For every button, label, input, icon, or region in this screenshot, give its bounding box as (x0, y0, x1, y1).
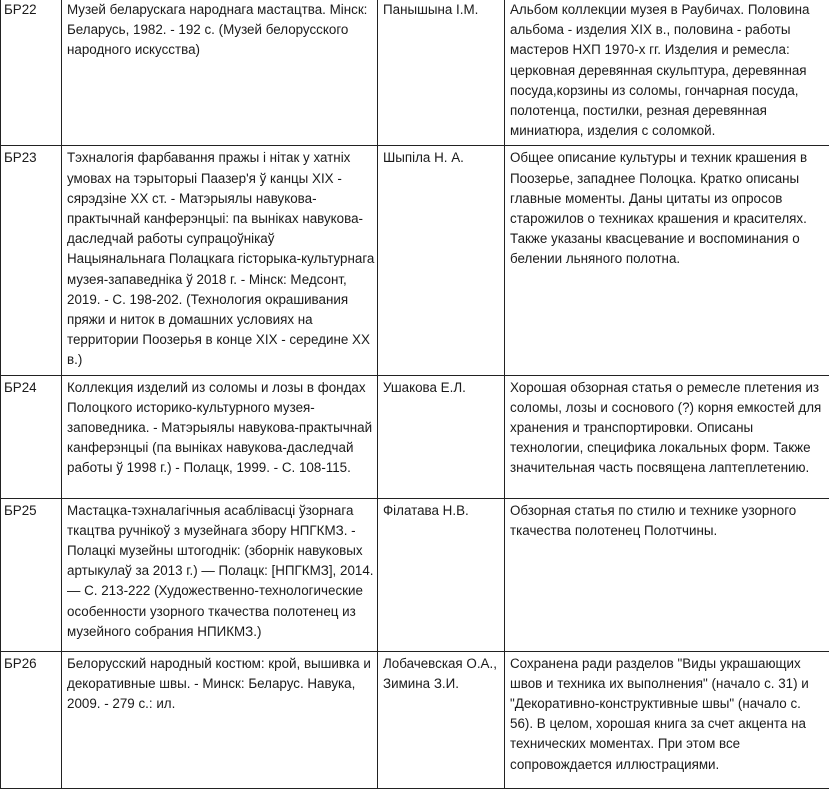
table-row (1, 0, 829, 146)
entry-code: БР22 (1, 0, 62, 146)
entry-code: БР26 (1, 651, 62, 788)
table-row (1, 375, 829, 498)
entry-description: Общее описание культуры и техник крашения в Поозерье, западнее Полоцка. Кратко описаны главные моменты. Даны цитаты из опросов старожилов о техниках крашения и красителях. Также указаны квасцевание и воспоминания о белении льняного полотна. (505, 146, 829, 375)
entry-description: Обзорная статья по стилю и технике узорного ткачества полотенец Полотчины. (505, 498, 829, 651)
entry-description: Альбом коллекции музея в Раубичах. Половина альбома - изделия XIX в., половина - работы мастеров НХП 1970-х гг. Изделия и ремесла: церковная деревянная скульптура, деревянная посуда,корзины из соломы, гончарная посуда, полотенца, постилки, резная деревянная миниатюра, изделия с соломкой. (505, 0, 829, 146)
entry-author: Філатава Н.В. (378, 498, 505, 651)
entry-code: БР24 (1, 375, 62, 498)
entry-code: БР25 (1, 498, 62, 651)
entry-title: Белорусский народный костюм: крой, вышивка и декоративные швы. - Минск: Беларус. Навука, 2009. - 279 с.: ил. (62, 651, 378, 788)
table-row (1, 146, 829, 375)
entry-author: Шыпіла Н. А. (378, 146, 505, 375)
entry-title: Тэхналогія фарбавання пражы і нітак у хатніх умовах на тэрыторыі Паазер'я ў канцы XIX - сярэдзіне XX ст. - Матэрыялы навукова-практычнай канферэнцыі: па выніках навукова-даследчай работы супрацоўнікаў Нацыянальнага Полацкага гісторыка-культурнага музея-запаведніка ў 2018 г. - Мінск: Медсонт, 2019. - С. 198-202. (Технология окрашивания пряжи и ниток в домашних условиях на территории Поозерья в конце XIX - середине XX в.) (62, 146, 378, 375)
entry-author: Панышына І.М. (378, 0, 505, 146)
entry-title: Мастацка-тэхналагічныя асаблівасці ўзорнага ткацтва ручнікоў з музейнага збору НПГКМЗ. - Полацкі музейны штогоднік: (зборнік навуковых артыкулаў за 2013 г.) — Полацк: [НПГКМЗ], 2014. — С. 213-222 (Художественно-технологические особенности узорного ткачества полотенец из музейного собрания НПИКМЗ.) (62, 498, 378, 651)
entry-description: Сохранена ради разделов "Виды украшающих швов и техника их выполнения" (начало с. 31) и "Декоративно-конструктивные швы" (начало с. 56). В целом, хорошая книга за счет акцента на технических моментах. При этом все сопровождается иллюстрациями. (505, 651, 829, 788)
entry-description: Хорошая обзорная статья о ремесле плетения из соломы, лозы и соснового (?) корня емкостей для хранения и транспортировки. Описаны технологии, специфика локальных форм. Также значительная часть посвящена лаптеплетению. (505, 375, 829, 498)
entry-code: БР23 (1, 146, 62, 375)
entry-author: Ушакова Е.Л. (378, 375, 505, 498)
entry-title: Коллекция изделий из соломы и лозы в фондах Полоцкого историко-культурного музея-заповедника. - Матэрыялы навукова-практычнай канферэнцыі (па выніках навукова-даследчай работы ў 1998 г.) - Полацк, 1999. - С. 108-115. (62, 375, 378, 498)
table-row (1, 498, 829, 651)
entry-author: Лобачевская О.А., Зимина З.И. (378, 651, 505, 788)
table-row (1, 651, 829, 788)
entry-title: Музей беларускага народнага мастацтва. Мінск: Беларусь, 1982. - 192 с. (Музей белорусского народного искусства) (62, 0, 378, 146)
